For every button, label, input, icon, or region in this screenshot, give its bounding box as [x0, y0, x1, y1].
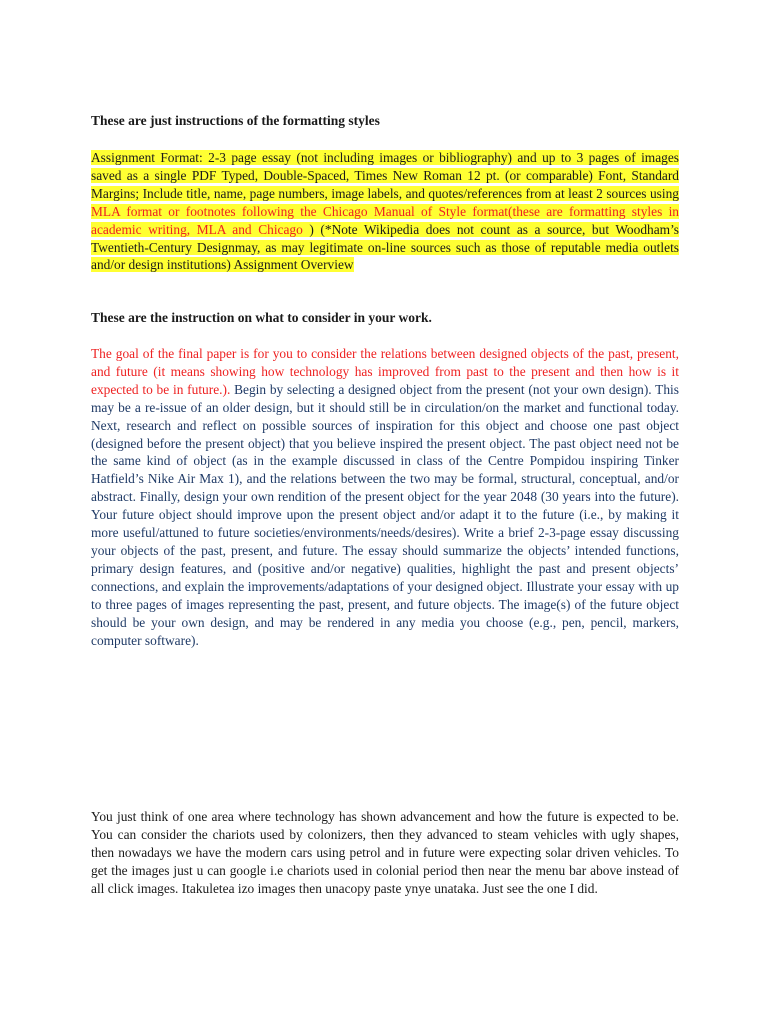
document-page	[91, 0, 679, 1024]
advice-paragraph: You just think of one area where technology has shown advancement and how the future is expected to be. You can consider the chariots used by colonizers, then they advanced to steam vehicles with ugly shapes, then nowadays we have the modern cars using petrol and in future were expecting solar driven vehicles. To get the images just u can google i.e chariots used in colonial period then near the menu bar above instead of all click images. Itakuletea izo images then unacopy paste ynye unataka. Just see the one I did.	[91, 809, 679, 896]
instruction-heading: These are the instruction on what to consider in your work.	[91, 310, 432, 325]
assignment-citation-styles: MLA format or footnotes following the Chicago Manual of Style format(these are formatting styles in academic writing, MLA and Chicago	[91, 203, 679, 237]
formatting-heading: These are just instructions of the formatting styles	[91, 113, 380, 128]
assignment-text-part2: ) (*Note Wikipedia does not count as a source, but Woodham’s Twentieth-Century Designmay, as may legitimate on-line sources such as those of reputable media outlets and/or design institutions) Assignment Overview	[91, 221, 679, 273]
goal-details-text: Begin by selecting a designed object from the present (not your own design). This may be a re-issue of an older design, but it should still be in circulation/on the market and functional today. Next, research and reflect on possible sources of inspiration for this object and choose one past object (designed before the present object) that you believe inspired the present object. The past object need not be the same kind of object (as in the example discussed in class of the Centre Pompidou inspiring Tinker Hatfield’s Nike Air Max 1), and the relations between the two may be formal, structural, conceptual, and/or abstract. Finally, design your own rendition of the present object for the year 2048 (30 years into the future). Your future object should improve upon the present object and/or adapt it to the future (i.e., by making it more useful/attuned to future societies/environments/needs/desires). Write a brief 2-3-page essay discussing your objects of the past, present, and future. The essay should summarize the objects’ intended functions, primary design features, and (positive and/or negative) qualities, highlight the past and present objects’ connections, and explain the improvements/adaptations of your designed object. Illustrate your essay with up to three pages of images representing the past, present, and future objects. The image(s) of the future object should be your own design, and may be rendered in any media you choose (e.g., pen, pencil, markers, computer software).	[91, 381, 679, 648]
goal-intro-text: The goal of the final paper is for you to consider the relations between designed objects of the past, present, and future (it means showing how technology has improved from past to the present and then how is it expected to be in future.).	[91, 346, 679, 397]
assignment-paragraph	[91, 149, 679, 274]
goal-paragraph	[91, 345, 679, 649]
assignment-text-part1: Assignment Format: 2-3 page essay (not including images or bibliography) and up to 3 pages of images saved as a single PDF Typed, Double-Spaced, Times New Roman 12 pt. (or comparable) Font, Standard Margins; Include title, name, page numbers, image labels, and quotes/references from at least 2 sources using	[91, 150, 679, 201]
